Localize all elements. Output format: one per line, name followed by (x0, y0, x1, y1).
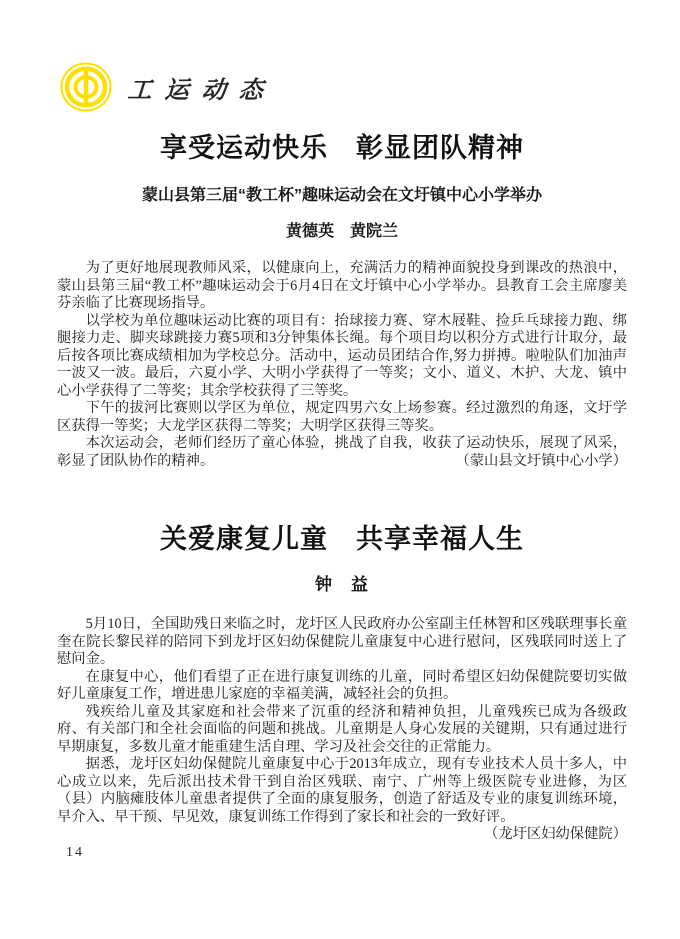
article-body (57, 616, 627, 842)
paragraph: 5月10日，全国助残日来临之时，龙圩区人民政府办公室副主任林智和区残联理事长童奎在院长黎民祥的陪同下到龙圩区妇幼保健院儿童康复中心进行慰问，区残联同时送上了慰问金。 (57, 616, 627, 667)
article-rehab-children (57, 517, 627, 842)
paragraph: 下午的拔河比赛则以学区为单位，规定四男六女上场参赛。经过激烈的角逐，文圩学区获得一等奖；大龙学区获得二等奖；大明学区获得三等奖。 (57, 400, 627, 434)
paragraph: 据悉，龙圩区妇幼保健院儿童康复中心于2013年成立，现有专业技术人员十多人，中心成立以来，先后派出技术骨干到自治区残联、南宁、广州等上级医院专业进修，为区（县）内脑瘫肢体儿童患者提供了全面的康复服务，创造了舒适及专业的康复训练环境，早介入、早干预、早见效，康复训练工作得到了家长和社会的一致好评。 （龙圩区妇幼保健院） (57, 756, 627, 842)
trade-union-emblem-icon (60, 62, 112, 112)
page-number: 14 (66, 845, 84, 860)
page-content (57, 126, 627, 844)
masthead-logo-text: 工运动态 (126, 77, 277, 104)
masthead (60, 62, 276, 112)
paragraph: 残疾给儿童及其家庭和社会带来了沉重的经济和精神负担，儿童残疾已成为各级政府、有关部门和全社会面临的问题和挑战。儿童期是人身心发展的关键期，只有通过进行早期康复，多数儿童才能重建生活自理、学习及社会交往的正常能力。 (57, 703, 627, 755)
article-subtitle: 蒙山县第三届“教工杯”趣味运动会在文圩镇中心小学举办 (141, 187, 542, 204)
paragraph: 为了更好地展现教师风采，以健康向上，充满活力的精神面貌投身到课改的热浪中，蒙山县第三届“教工杯”趣味运动会于6月4日在文圩镇中心小学举办。县教育工会主席廖美芬亲临了比赛现场指导。 (57, 260, 627, 311)
article-body (57, 260, 627, 470)
article-sports-meeting (57, 126, 627, 470)
paragraph: 以学校为单位趣味运动比赛的项目有：抬球接力赛、穿木屐鞋、捡乒乓球接力跑、绑腿接力走、脚夹球跳接力赛5项和3分钟集体长绳。每个项目均以积分方式进行计取分，最后按各项比赛成绩相加为学校总分。活动中，运动员团结合作,努力拼搏。啦啦队们加油声一波又一波。最后，六夏小学、大明小学获得了一等奖；文小、道义、木护、大龙、镇中心小学获得了二等奖；其余学校获得了三等奖。 (57, 312, 627, 399)
article-attribution: （龙圩区妇幼保健院） (484, 826, 627, 842)
article-title: 享受运动快乐 彰显团队精神 (160, 133, 524, 163)
article-attribution: （蒙山县文圩镇中心小学） (455, 452, 627, 469)
article-authors: 黄德英 黄院兰 (285, 223, 398, 240)
paragraph: 本次运动会，老师们经历了童心体验，挑战了自我，收获了运动快乐，展现了风采，彰显了团队协作的精神。 （蒙山县文圩镇中心小学） (57, 435, 627, 469)
paragraph: 在康复中心，他们看望了正在进行康复训练的儿童，同时希望区妇幼保健院要切实做好儿童康复工作，增进患儿家庭的幸福美满，减轻社会的负担。 (57, 668, 627, 702)
article-title: 关爱康复儿童 共享幸福人生 (160, 524, 524, 554)
article-authors: 钟 益 (315, 575, 369, 594)
